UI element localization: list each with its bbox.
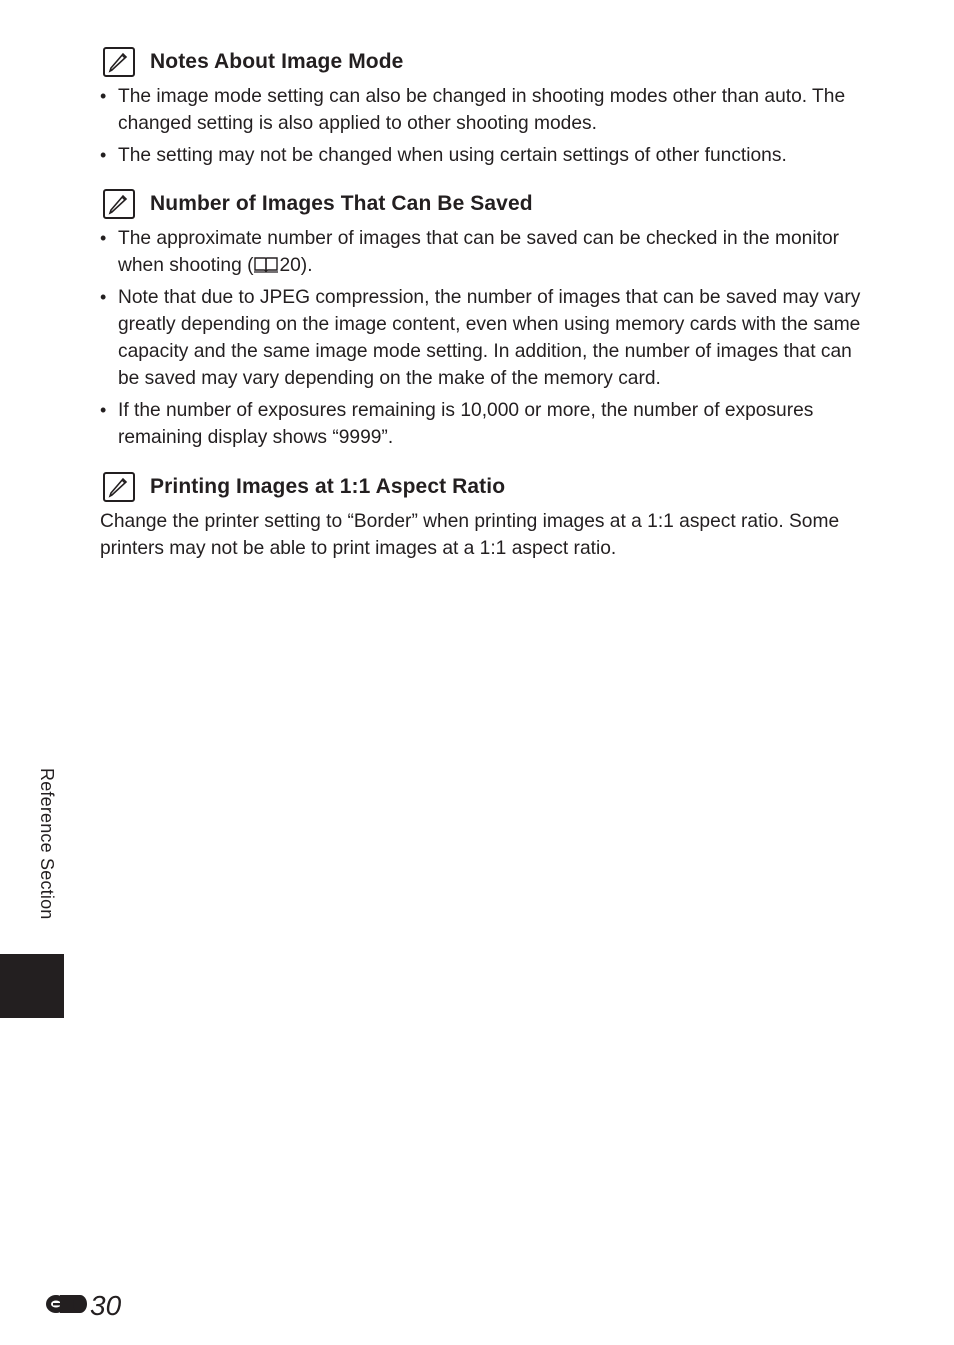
section-title: Notes About Image Mode (150, 50, 404, 73)
section-header (100, 471, 870, 503)
reference-section-icon (44, 1291, 88, 1322)
section-title: Printing Images at 1:1 Aspect Ratio (150, 475, 506, 498)
list-item-text: The approximate number of images that can be saved can be checked in the monitor when shooting ( (118, 228, 840, 276)
book-reference-icon (253, 254, 279, 271)
pencil-note-icon (103, 189, 135, 219)
section-header (100, 46, 870, 78)
section-image-mode-notes (100, 46, 870, 169)
bullet-list (100, 83, 870, 169)
list-item: • Note that due to JPEG compression, the number of images that can be saved may vary greatly depending on the image content, even when using memory cards with the same capacity and the same image mode setting. In addition, the number of images that can be saved may vary depending on the make of the memory card. (100, 284, 870, 392)
section-paragraph: Change the printer setting to “Border” when printing images at a 1:1 aspect ratio. Some printers may not be able to print images at a 1:1 aspect ratio. (100, 511, 840, 559)
list-item: • The image mode setting can also be changed in shooting modes other than auto. The changed setting is also applied to other shooting modes. (100, 83, 870, 137)
list-item (100, 225, 870, 279)
pencil-note-icon (103, 47, 135, 77)
pencil-note-icon (103, 472, 135, 502)
list-item: • If the number of exposures remaining is 10,000 or more, the number of exposures remaining display shows “9999”. (100, 397, 870, 451)
section-thumb-tab (0, 954, 64, 1018)
section-printing-aspect-ratio (100, 471, 870, 562)
bullet-list (100, 225, 870, 451)
side-section-label: Reference Section (37, 768, 57, 920)
section-header (100, 188, 870, 220)
list-item: • The setting may not be changed when using certain settings of other functions. (100, 142, 870, 169)
list-item-text: 20). (279, 255, 313, 276)
section-title: Number of Images That Can Be Saved (150, 192, 533, 215)
page-number (44, 1290, 121, 1322)
page-number-text: 30 (90, 1290, 122, 1321)
section-number-of-images (100, 188, 870, 451)
